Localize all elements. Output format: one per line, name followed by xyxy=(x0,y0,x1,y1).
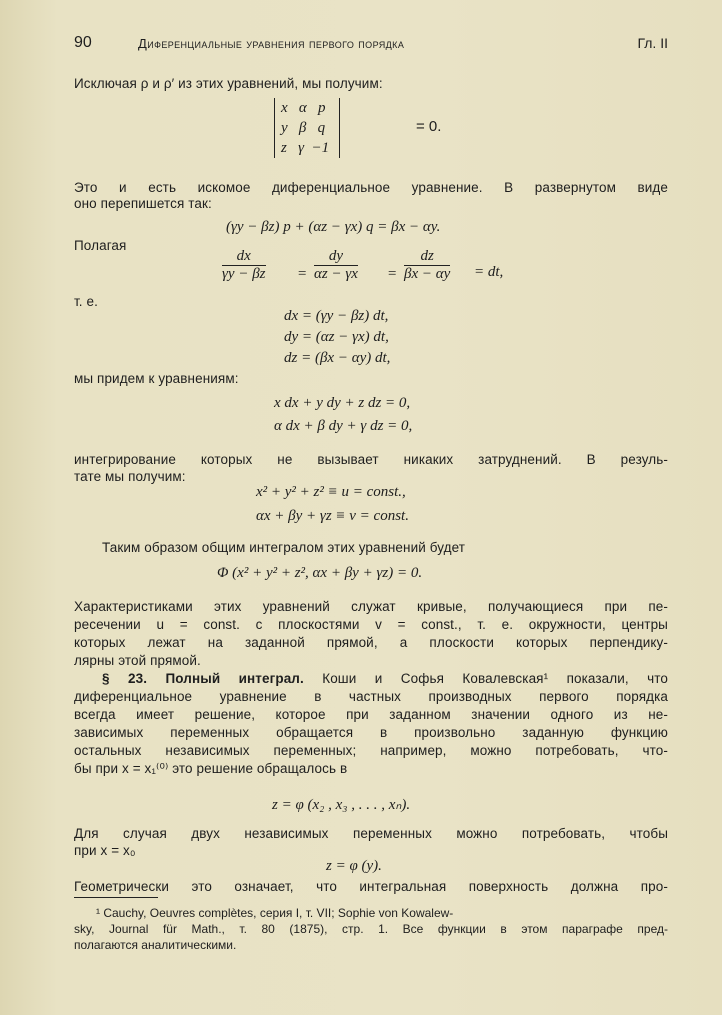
equation-expanded: (γy − βz) p + (αz − γx) q = βx − αy. xyxy=(226,219,441,235)
fraction-2: $\frac{dy}{\alpha z - \gamma x}$ xyxy=(314,248,358,282)
text-line: ресечении u = const. с плоскостями v = const., т. е. окружности, центры xyxy=(74,617,668,632)
text-line: Полагая xyxy=(74,238,127,253)
text-line: при x = x₀ xyxy=(74,843,136,858)
text-line: всегда имеет решение, которое при заданном значении одного из не- xyxy=(74,707,668,722)
equation-diff-line: x dx + y dy + z dz = 0, xyxy=(274,395,411,411)
footnote-line: sky, Journal für Math., т. 80 (1875), стр. 1. Все функции в этом параграфе пред- xyxy=(74,922,668,936)
equation-phi-y: z = φ (y). xyxy=(326,858,382,874)
equation-system-line: dx = (γy − βz) dt, xyxy=(284,308,389,324)
text-line: интегрирование которых не вызывает никаких затруднений. В резуль- xyxy=(74,452,668,467)
determinant-row: z γ −1 xyxy=(281,140,330,156)
running-title: Диференциальные уравнения первого порядка xyxy=(138,36,405,51)
text-line: диференциальное уравнение в частных производных первого порядка xyxy=(74,689,668,704)
page-number: 90 xyxy=(74,34,92,51)
text-line: тате мы получим: xyxy=(74,469,186,484)
determinant-row: x α p xyxy=(281,100,326,116)
text-line: бы при x = x₁⁽⁰⁾ это решение обращалось в xyxy=(74,761,348,776)
fraction-1: $\frac{dx}{\gamma y - \beta z}$ xyxy=(222,248,266,282)
text-line: лярны этой прямой. xyxy=(74,653,201,668)
equation-general-integral: Φ (x² + y² + z², αx + βy + γz) = 0. xyxy=(217,565,423,581)
text-line: Исключая ρ и ρ′ из этих уравнений, мы получим: xyxy=(74,76,383,91)
footnote-rule xyxy=(74,897,158,898)
determinant-rhs: = 0. xyxy=(416,118,442,135)
text-line: Геометрически это означает, что интегральная поверхность должна про- xyxy=(74,879,668,894)
determinant xyxy=(274,98,340,158)
text-line: которых лежат на заданной прямой, а плоскости которых перпендику- xyxy=(74,635,668,650)
equation-integral-line: αx + βy + γz ≡ v = const. xyxy=(256,508,409,524)
footnote-line: полагаются аналитическими. xyxy=(74,938,237,952)
fraction-3: $\frac{dz}{\beta x - \alpha y}$ xyxy=(404,248,451,282)
text-line: мы придем к уравнениям: xyxy=(74,371,239,386)
chapter-label: Гл. II xyxy=(637,35,668,51)
equation-phi: z = φ (x₂ , x₃ , . . . , xₙ). xyxy=(272,797,411,813)
text-line: остальных независимых переменных; например, можно потребовать, что- xyxy=(74,743,668,758)
fraction-tail: = dt, xyxy=(474,264,504,280)
determinant-row: y β q xyxy=(281,120,326,136)
equation-system-line: dz = (βx − αy) dt, xyxy=(284,350,391,366)
text-line: т. е. xyxy=(74,294,98,309)
text-line: Характеристиками этих уравнений служат кривые, получающиеся при пе- xyxy=(74,599,668,614)
text-line: Таким образом общим интегралом этих уравнений будет xyxy=(102,540,466,555)
equation-integral-line: x² + y² + z² ≡ u = const., xyxy=(256,484,406,500)
text-line: оно перепишется так: xyxy=(74,196,212,211)
equation-system-line: dy = (αz − γx) dt, xyxy=(284,329,389,345)
section-heading-line: § 23. Полный интеграл. Коши и Софья Ковалевская¹ показали, что xyxy=(102,671,668,686)
equation-diff-line: α dx + β dy + γ dz = 0, xyxy=(274,418,413,434)
page-header xyxy=(74,34,668,58)
text-line: Это и есть искомое диференциальное уравнение. В развернутом виде xyxy=(74,180,668,195)
section-number: § 23. xyxy=(102,671,148,686)
text-line: Для случая двух независимых переменных можно потребовать, чтобы xyxy=(74,826,668,841)
footnote-line: ¹ Cauchy, Oeuvres complètes, серия I, т. VII; Sophie von Kowalew- xyxy=(96,906,454,920)
section-title: Полный интеграл. xyxy=(165,671,304,686)
text-line: зависимых переменных обращается в произвольно заданную функцию xyxy=(74,725,668,740)
